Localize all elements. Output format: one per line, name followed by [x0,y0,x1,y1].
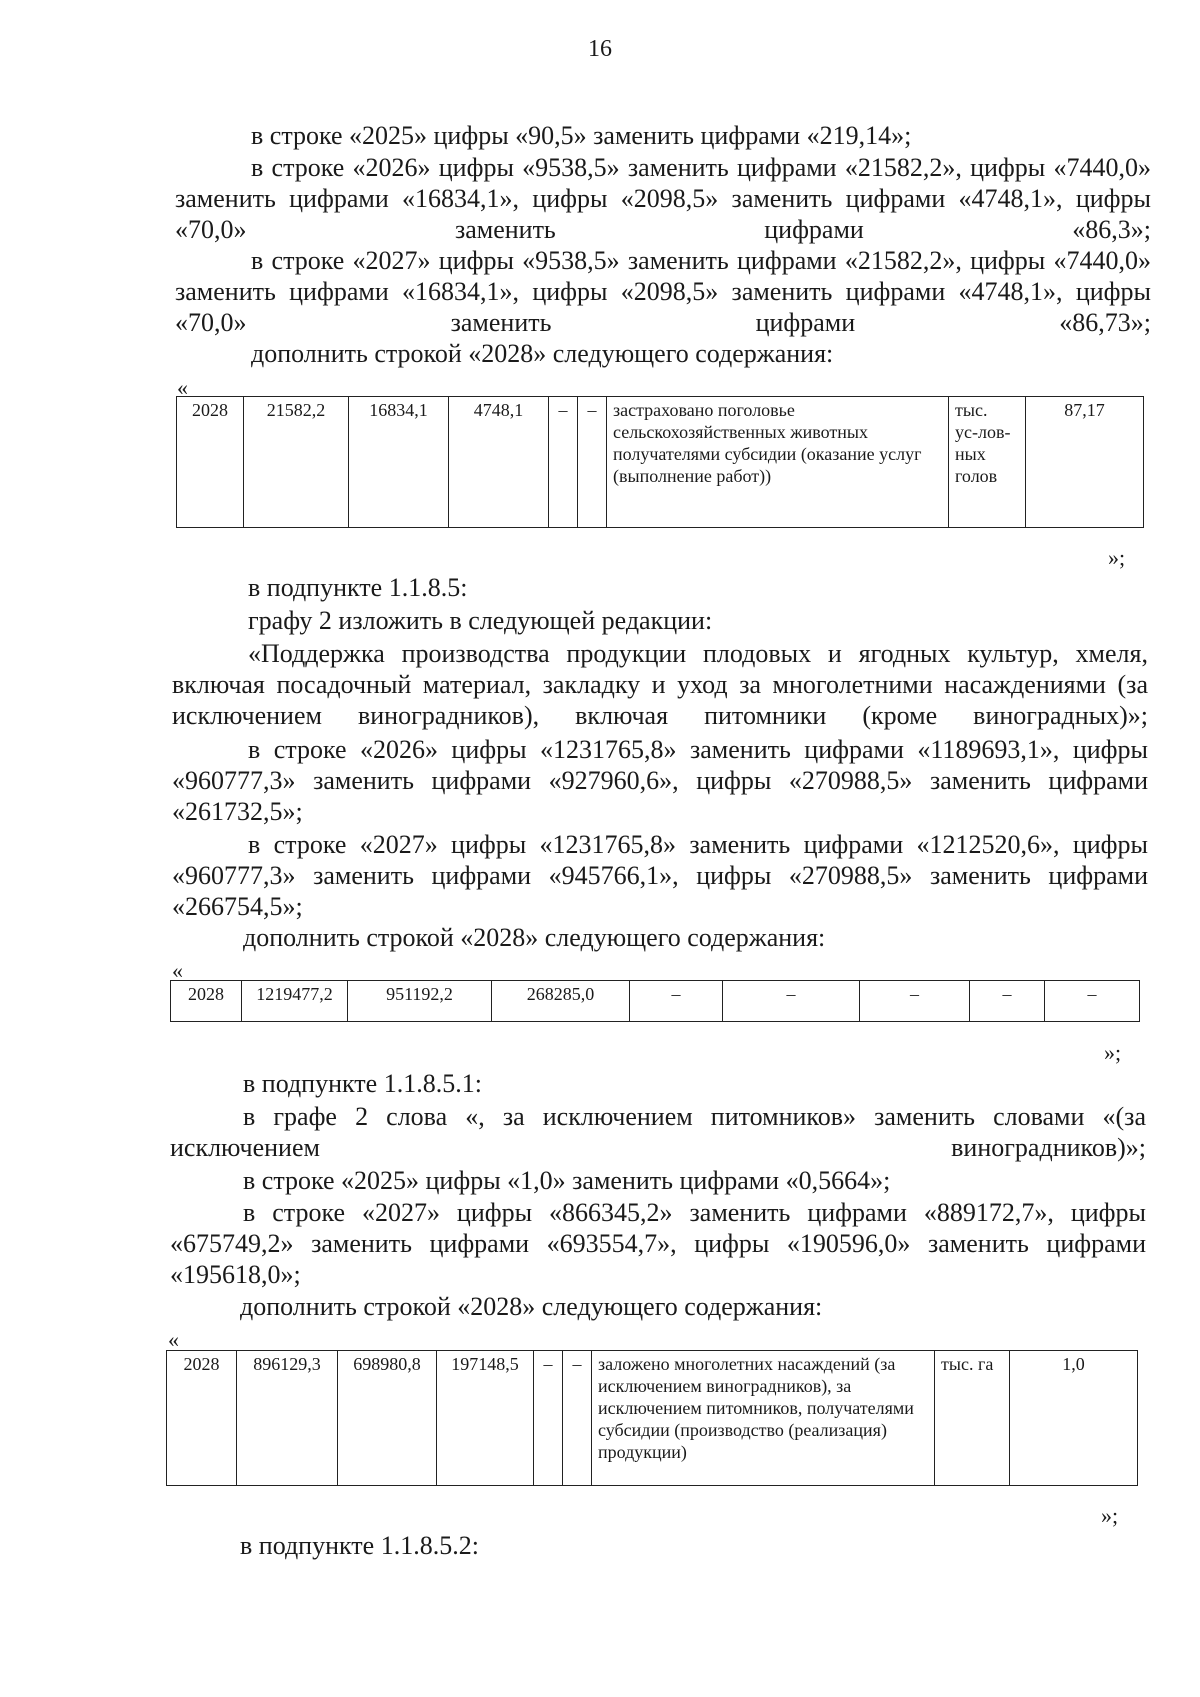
table-row-2028-perennial [170,980,1140,1022]
cell-federal: 951192,2 [348,981,492,1022]
cell-dash: – [723,981,860,1022]
cell-total: 21582,2 [244,397,349,528]
cell-federal: 698980,8 [338,1351,437,1486]
paragraph-2026-change: в строке «2026» цифры «9538,5» заменить цифрами «21582,2», цифры «7440,0» заменить цифрами «16834,1», цифры «2098,5» заменить цифрами «4748,1», цифры «70,0» заменить цифрами «86,3»; [175,153,1151,244]
cell-indicator: заложено многолетних насаждений (за исключением виноградников), за исключением питомников, получателями субсидии (производство (реализация) продукции) [592,1351,935,1486]
paragraph-2027-change: в строке «2027» цифры «9538,5» заменить цифрами «21582,2», цифры «7440,0» заменить цифрами «16834,1», цифры «2098,5» заменить цифрами «4748,1», цифры «70,0» заменить цифрами «86,73»; [175,246,1151,337]
cell-value: 1,0 [1010,1351,1138,1486]
cell-dash: – [549,397,578,528]
paragraph-new-title: «Поддержка производства продукции плодовых и ягодных культур, хмеля, включая посадочный материал, закладку и уход за многолетними насаждениями (за исключением виноградников), включая питомники (кроме виноградных)»; [172,639,1148,730]
paragraph-2025-line: в строке «2025» цифры «90,5» заменить цифрами «219,14»; [251,121,912,150]
cell-total: 896129,3 [237,1351,338,1486]
cell-regional: 4748,1 [449,397,549,528]
cell-value: 87,17 [1026,397,1144,528]
cell-year: 2028 [177,397,244,528]
cell-year: 2028 [167,1351,237,1486]
paragraph-2027-change: в строке «2027» цифры «1231765,8» заменить цифрами «1212520,6», цифры «960777,3» заменить цифрами «945766,1», цифры «270988,5» заменить цифрами «266754,5»; [172,830,1148,921]
cell-dash: – [860,981,970,1022]
close-quote: »; [1104,1040,1122,1065]
close-quote: »; [1101,1503,1119,1528]
paragraph-column-2-words: в графе 2 слова «, за исключением питомников» заменить словами «(за исключением виноградников)»; [170,1102,1146,1162]
cell-dash: – [630,981,723,1022]
table-row-2028-insurance [176,396,1144,528]
open-quote: « [172,958,183,983]
cell-federal: 16834,1 [349,397,449,528]
table-row-2028-plantings [166,1350,1138,1486]
page-number: 16 [588,36,612,62]
cell-unit: тыс. га [935,1351,1010,1486]
open-quote: « [168,1327,179,1352]
cell-dash: – [970,981,1045,1022]
paragraph-subpoint-1-1-8-5-2: в подпункте 1.1.8.5.2: [240,1531,479,1560]
paragraph-add-2028: дополнить строкой «2028» следующего содержания: [240,1292,823,1321]
paragraph-add-2028: дополнить строкой «2028» следующего содержания: [243,923,826,952]
cell-dash: – [1045,981,1140,1022]
paragraph-subpoint-1-1-8-5-1: в подпункте 1.1.8.5.1: [243,1069,482,1098]
open-quote: « [177,375,188,400]
paragraph-subpoint-1-1-8-5: в подпункте 1.1.8.5: [248,573,468,602]
cell-year: 2028 [171,981,242,1022]
cell-dash: – [534,1351,563,1486]
close-quote: »; [1108,545,1126,570]
cell-unit: тыс. ус-лов-ных голов [949,397,1026,528]
paragraph-2027-change: в строке «2027» цифры «866345,2» заменить цифрами «889172,7», цифры «675749,2» заменить цифрами «693554,7», цифры «190596,0» заменить цифрами «195618,0»; [170,1198,1146,1289]
cell-dash: – [578,397,607,528]
cell-indicator: застраховано поголовье сельскохозяйственных животных получателями субсидии (оказание услуг (выполнение работ)) [607,397,949,528]
cell-regional: 268285,0 [492,981,630,1022]
cell-regional: 197148,5 [437,1351,534,1486]
cell-dash: – [563,1351,592,1486]
paragraph-2025-change: в строке «2025» цифры «1,0» заменить цифрами «0,5664»; [243,1166,891,1195]
paragraph-column-2: графу 2 изложить в следующей редакции: [248,606,713,635]
paragraph-2026-change: в строке «2026» цифры «1231765,8» заменить цифрами «1189693,1», цифры «960777,3» заменить цифрами «927960,6», цифры «270988,5» заменить цифрами «261732,5»; [172,735,1148,826]
cell-total: 1219477,2 [242,981,348,1022]
paragraph-add-2028: дополнить строкой «2028» следующего содержания: [251,339,834,368]
